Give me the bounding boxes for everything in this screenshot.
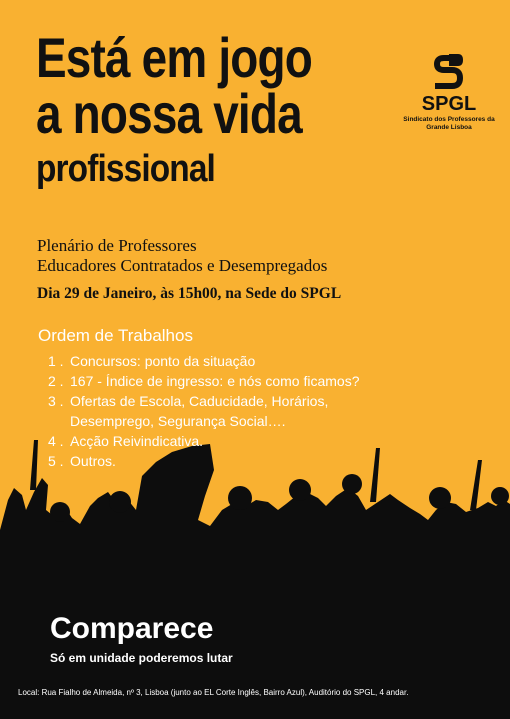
headline-line-2: a nossa vida [36,82,302,145]
agenda-item-number: 2 . [48,373,64,389]
agenda-item-number: 5 . [48,453,64,469]
agenda-item [48,351,360,371]
headline-line-3: profissional [36,148,215,190]
cta-main: Comparece [50,612,214,645]
agenda-item-text: Ofertas de Escola, Caducidade, Horários, Desemprego, Segurança Social…. [70,393,329,429]
footer-location: Local: Rua Fialho de Almeida, nº 3, Lisboa (junto ao EL Corte Inglês, Bairro Azul), Auditório do SPGL, 4 andar. [18,688,409,697]
agenda-item [48,371,360,391]
agenda-item-number: 4 . [48,433,64,449]
meeting-date: Dia 29 de Janeiro, às 15h00, na Sede do SPGL [37,285,342,302]
headline [36,26,373,190]
agenda-item-text: 167 - Índice de ingresso: e nós como ficamos? [70,373,360,389]
cta-subtitle: Só em unidade poderemos lutar [50,651,233,665]
crowd-silhouette [0,440,510,719]
agenda-list [48,351,360,471]
agenda-item [48,451,360,471]
agenda-item-number: 1 . [48,353,64,369]
meeting-info [37,236,341,304]
agenda-item-text: Concursos: ponto da situação [70,353,256,369]
agenda-item [48,431,360,451]
spgl-logo [394,52,504,132]
spgl-logo-icon [432,52,466,92]
call-to-action [50,612,233,666]
logo-full-name: Sindicato dos Professores da Grande Lisboa [403,116,495,131]
logo-abbreviation: SPGL [421,93,477,115]
meeting-audience: Educadores Contratados e Desempregados [37,256,328,275]
headline-line-1: Está em jogo [36,26,312,89]
agenda-item-text: Acção Reivindicativa. [70,433,204,449]
agenda-item [48,391,360,431]
agenda-item-text: Outros. [70,453,116,469]
agenda [38,325,360,471]
meeting-title: Plenário de Professores [37,236,197,255]
agenda-title: Ordem de Trabalhos [38,326,193,345]
agenda-item-number: 3 . [48,393,64,409]
